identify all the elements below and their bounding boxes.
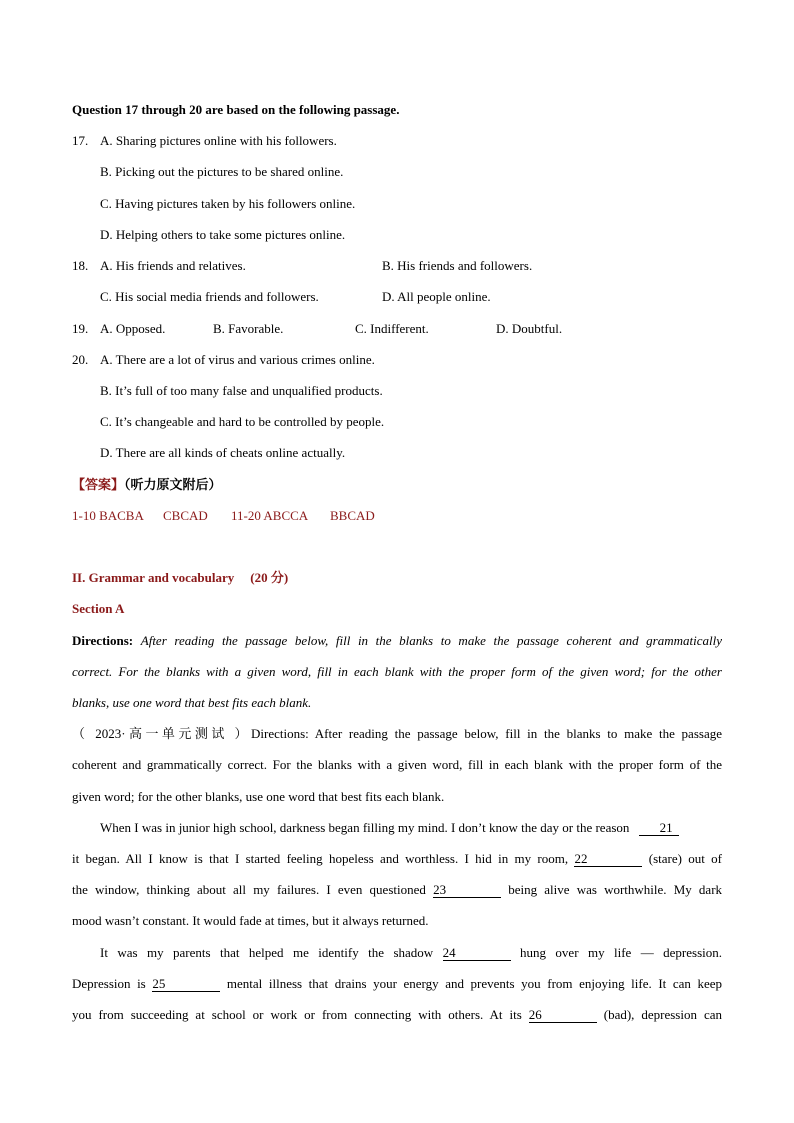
source-line-3: given word; for the other blanks, use one word that best fits each blank. [72,789,445,804]
option-d: D. There are all kinds of cheats online actually. [100,445,346,460]
section-score: (20 分) [250,570,289,585]
para2-text: (bad), depression can [603,1007,722,1022]
para2-text: hung over my life — depression. [520,945,723,960]
para2-text: you from succeeding at school or work or from connecting with others. At its [72,1007,522,1022]
option-a: A. Sharing pictures online with his followers. [100,133,337,148]
answer-key-4: BBCAD [330,508,375,523]
option-a: A. His friends and relatives. [100,258,246,273]
option-b: B. Picking out the pictures to be shared online. [100,164,344,179]
para1-text: (stare) out of [648,851,723,866]
option-d: D. Helping others to take some pictures online. [100,227,346,242]
question-number: 19. [72,321,89,336]
para1-line-2 [72,851,722,867]
option-b: B. Favorable. [213,321,284,336]
answer-key-1: 1-10 BACBA [72,508,144,523]
blank-21: 21 [639,821,679,836]
section-title [72,570,288,586]
source-line-2: coherent and grammatically correct. For the blanks with a given word, fill in each blank with the proper form of the [72,757,722,772]
blank-24: 24 [443,946,511,961]
para2-text: Depression is [72,976,146,991]
para1-text: being alive was worthwhile. My dark [508,882,723,897]
source-line-1: （ 2023·高一单元测试 ）Directions: After reading the passage below, fill in the blanks to make the passage [72,726,722,741]
para2-text: It was my parents that helped me identify the shadow [100,945,434,960]
option-b: B. It’s full of too many false and unqualified products. [100,383,383,398]
option-c: C. It’s changeable and hard to be controlled by people. [100,414,385,429]
para1-line-3 [72,882,722,898]
option-c: C. Indifferent. [355,321,429,336]
directions-line-1 [72,633,722,649]
option-a: A. Opposed. [100,321,166,336]
para2-line-3 [72,1007,722,1023]
para2-text: mental illness that drains your energy and prevents you from enjoying life. It can keep [226,976,722,991]
para2-line-2 [72,976,722,992]
passage-heading: Question 17 through 20 are based on the following passage. [72,102,400,117]
option-c: C. Having pictures taken by his followers online. [100,196,356,211]
para2-line-1 [100,945,722,961]
para1-text: the window, thinking about all my failures. I even questioned [72,882,426,897]
option-c: C. His social media friends and followers. [100,289,319,304]
directions-text: After reading the passage below, fill in the blanks to make the passage coherent and grammatically [140,633,723,648]
question-number: 18. [72,258,89,273]
blank-26: 26 [529,1008,597,1023]
para1-text: it began. All I know is that I started feeling hopeless and worthless. I hid in my room, [72,851,569,866]
answer-line [72,477,222,493]
blank-22: 22 [574,852,642,867]
blank-23: 23 [433,883,501,898]
subsection-title: Section A [72,601,125,616]
directions-line-3: blanks, use one word that best fits each blank. [72,695,312,710]
option-b: B. His friends and followers. [382,258,533,273]
section-title-text: II. Grammar and vocabulary [72,570,235,585]
para1-line-4: mood wasn’t constant. It would fade at times, but it always returned. [72,913,429,928]
answer-note: （听力原文附后） [124,477,222,492]
question-number: 17. [72,133,89,148]
para1-text: When I was in junior high school, darkness began filling my mind. I don’t know the day or the reason [100,820,630,835]
blank-25: 25 [152,977,220,992]
option-d: D. Doubtful. [496,321,563,336]
option-d: D. All people online. [382,289,491,304]
answer-key-2: CBCAD [163,508,208,523]
para1-line-1 [100,820,679,836]
directions-label: Directions: [72,633,134,648]
answer-label: 【答案】 [72,477,125,492]
question-number: 20. [72,352,89,367]
option-a: A. There are a lot of virus and various crimes online. [100,352,375,367]
directions-line-2: correct. For the blanks with a given word, fill in each blank with the proper form of the given word; for the other [72,664,722,679]
answer-key-3: 11-20 ABCCA [231,508,309,523]
